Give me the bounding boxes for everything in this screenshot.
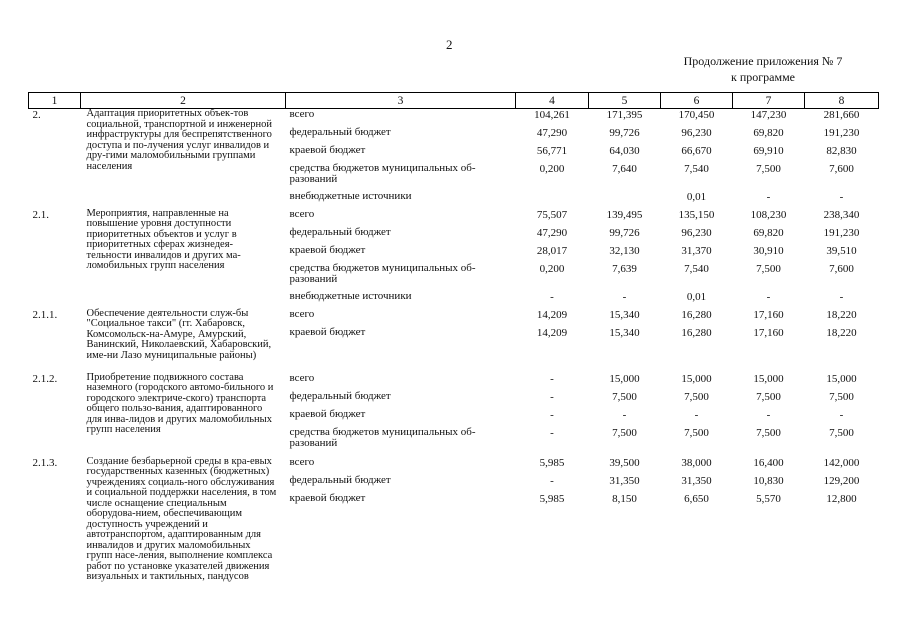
value-cell: 191,230 <box>823 226 860 239</box>
column-header: 7 <box>733 93 805 109</box>
funding-source: краевой бюджет <box>289 325 366 338</box>
table-row <box>29 109 879 127</box>
funding-source: внебюджетные источники <box>289 289 412 302</box>
value-cell: - <box>622 408 627 421</box>
value-cell: 7,600 <box>829 162 854 175</box>
row-id: 2.1.2. <box>32 372 58 385</box>
value-cell: - <box>550 372 554 385</box>
value-cell: 129,200 <box>823 474 860 487</box>
column-header: 1 <box>29 93 81 109</box>
value-cell: - <box>766 190 771 203</box>
value-cell: 8,150 <box>612 492 637 505</box>
value-cell: 16,400 <box>753 456 784 469</box>
value-cell <box>516 191 589 209</box>
value-cell: 12,800 <box>826 492 857 505</box>
value-cell: 96,230 <box>681 126 712 139</box>
table-header <box>29 93 879 109</box>
program-table <box>28 92 879 617</box>
table-row <box>29 309 879 327</box>
row-label: Адаптация приоритетных объек-тов социальной, транспортной и инженерной инфраструктуры для беспрепятственного доступа и по-лучения услуг инвалидов и дру-гими маломобильными группами населения <box>86 108 273 172</box>
value-cell: 69,910 <box>753 144 784 157</box>
value-cell: 7,500 <box>684 390 709 403</box>
column-header: 6 <box>661 93 733 109</box>
row-label: Мероприятия, направленные на повышение уровня доступности приоритетных объектов и услуг в приоритетных сферах жизнедея-тельности инвалидов и других ма-ломобильных групп населения <box>86 207 241 271</box>
value-cell: 82,830 <box>826 144 857 157</box>
funding-source: федеральный бюджет <box>289 473 391 486</box>
value-cell: 15,340 <box>609 326 640 339</box>
value-cell: 56,771 <box>536 144 568 157</box>
value-cell: 15,000 <box>609 372 640 385</box>
value-cell: 38,000 <box>681 456 712 469</box>
value-cell: 69,820 <box>753 126 784 139</box>
value-cell: 14,209 <box>536 308 568 321</box>
value-cell <box>589 191 661 209</box>
value-cell: - <box>766 408 771 421</box>
value-cell: 6,650 <box>684 492 709 505</box>
funding-source: всего <box>289 108 315 120</box>
table-row <box>29 457 879 475</box>
value-cell: 171,395 <box>606 109 643 121</box>
value-cell: 104,261 <box>534 109 570 121</box>
value-cell: - <box>550 390 554 403</box>
funding-source: всего <box>289 207 315 220</box>
funding-source: краевой бюджет <box>289 407 366 420</box>
value-cell: 7,500 <box>756 162 781 175</box>
value-cell: 15,000 <box>681 372 712 385</box>
value-cell: 47,290 <box>536 226 568 239</box>
funding-source: средства бюджетов муниципальных об-разований <box>289 261 476 285</box>
value-cell: 7,500 <box>756 390 781 403</box>
value-cell: 15,340 <box>609 308 640 321</box>
value-cell: 7,500 <box>829 390 854 403</box>
value-cell: - <box>839 290 844 303</box>
row-label: Обеспечение деятельности служ-бы "Социальное такси" (гг. Хабаровск, Комсомольск-на-Амуре, Амурский, Ванинский, Николаевский, Хабаровский, име-ни Лазо муниципальные районы) <box>86 307 272 361</box>
value-cell: 17,160 <box>753 326 784 339</box>
continuation-line-2: к программе <box>730 70 795 84</box>
table-row <box>29 373 879 391</box>
value-cell: - <box>550 474 554 487</box>
row-label: Создание безбарьерной среды в кра-евых государственных казенных (бюджетных) учреждениях социаль-ного обслуживания и социальной поддержки населения, в том числе оснащение специальным оборудова-нием, обеспечивающим доступность учреждений и автотранспортом, адаптированным для инвалидов и других маломобильных групп насе-ления, выполнение комплекса работ по установке указателей движения визуальных и тактильных, пандусов <box>86 455 277 582</box>
value-cell: 10,830 <box>753 474 784 487</box>
row-id: 2.1. <box>32 208 49 221</box>
value-cell: 18,220 <box>826 308 857 321</box>
value-cell: - <box>622 290 627 303</box>
funding-source: краевой бюджет <box>289 491 366 504</box>
value-cell: 39,510 <box>826 244 857 257</box>
value-cell: - <box>550 408 554 421</box>
value-cell: 15,000 <box>753 372 784 385</box>
continuation-note <box>663 53 863 85</box>
value-cell: 99,726 <box>609 126 640 139</box>
value-cell: 5,570 <box>756 492 781 505</box>
value-cell: 7,540 <box>684 162 709 175</box>
row-label: Приобретение подвижного состава наземного (городского автомо-бильного и городского электриче-ского) транспорта общего пользо-вания, адаптированного для инва-лидов и других маломобильных групп населения <box>86 371 274 435</box>
funding-source: федеральный бюджет <box>289 225 391 238</box>
value-cell: 66,670 <box>681 144 712 157</box>
value-cell: 64,030 <box>609 144 640 157</box>
funding-source: федеральный бюджет <box>289 125 391 138</box>
value-cell: 69,820 <box>753 226 784 239</box>
value-cell: 99,726 <box>609 226 640 239</box>
value-cell: 14,209 <box>536 326 568 339</box>
column-header: 5 <box>589 93 661 109</box>
value-cell: 39,500 <box>609 456 640 469</box>
value-cell: 5,985 <box>539 492 565 505</box>
value-cell: 31,350 <box>609 474 640 487</box>
value-cell: 7,500 <box>829 426 854 439</box>
value-cell: 281,660 <box>823 109 860 121</box>
value-cell: 7,540 <box>684 262 709 275</box>
value-cell: 16,280 <box>681 308 712 321</box>
row-id: 2.1.3. <box>32 456 58 469</box>
funding-source: средства бюджетов муниципальных об-разований <box>289 161 476 185</box>
value-cell: 139,495 <box>606 208 643 221</box>
table-body <box>29 109 879 617</box>
value-cell: 7,500 <box>612 426 637 439</box>
value-cell: - <box>839 190 844 203</box>
funding-source: краевой бюджет <box>289 243 366 256</box>
value-cell: 31,350 <box>681 474 712 487</box>
value-cell: 28,017 <box>536 244 568 257</box>
funding-source: федеральный бюджет <box>289 389 391 402</box>
table-row <box>29 209 879 227</box>
column-header: 3 <box>286 93 516 109</box>
value-cell: - <box>694 408 699 421</box>
value-cell: 147,230 <box>750 109 787 121</box>
funding-source: всего <box>289 307 315 320</box>
value-cell: 30,910 <box>753 244 784 257</box>
value-cell: 18,220 <box>826 326 857 339</box>
value-cell: 238,340 <box>823 208 860 221</box>
value-cell: 108,230 <box>750 208 787 221</box>
value-cell: - <box>839 408 844 421</box>
value-cell: 135,150 <box>678 208 715 221</box>
column-header: 2 <box>81 93 286 109</box>
value-cell: 47,290 <box>536 126 568 139</box>
row-id: 2.1.1. <box>32 308 58 321</box>
funding-source: всего <box>289 455 315 468</box>
funding-source: краевой бюджет <box>289 143 366 156</box>
value-cell: 191,230 <box>823 126 860 139</box>
value-cell: 5,985 <box>539 456 565 469</box>
value-cell: 7,500 <box>612 390 637 403</box>
value-cell: 16,280 <box>681 326 712 339</box>
value-cell: 7,500 <box>684 426 709 439</box>
page-number: 2 <box>446 37 453 52</box>
value-cell: - <box>766 290 771 303</box>
value-cell: 0,200 <box>539 262 565 275</box>
value-cell: 75,507 <box>536 208 568 221</box>
value-cell: 0,01 <box>686 290 707 303</box>
value-cell: 7,500 <box>756 262 781 275</box>
continuation-line-1: Продолжение приложения № 7 <box>683 54 843 68</box>
value-cell: 0,200 <box>539 162 565 175</box>
value-cell: 0,01 <box>686 190 707 203</box>
value-cell: 7,500 <box>756 426 781 439</box>
value-cell: 31,370 <box>681 244 712 257</box>
funding-source: внебюджетные источники <box>289 189 412 202</box>
value-cell: 7,640 <box>612 162 637 175</box>
value-cell: 7,600 <box>829 262 854 275</box>
funding-source: средства бюджетов муниципальных об-разований <box>289 425 476 449</box>
column-header: 8 <box>805 93 879 109</box>
value-cell: 96,230 <box>681 226 712 239</box>
value-cell: 7,639 <box>612 262 637 275</box>
value-cell: - <box>550 426 554 439</box>
funding-source: всего <box>289 371 315 384</box>
column-header: 4 <box>516 93 589 109</box>
value-cell: 170,450 <box>678 109 715 121</box>
row-id: 2. <box>32 109 41 121</box>
value-cell: - <box>550 290 554 303</box>
value-cell: 17,160 <box>753 308 784 321</box>
value-cell: 32,130 <box>609 244 640 257</box>
value-cell: 15,000 <box>826 372 857 385</box>
value-cell: 142,000 <box>823 456 860 469</box>
